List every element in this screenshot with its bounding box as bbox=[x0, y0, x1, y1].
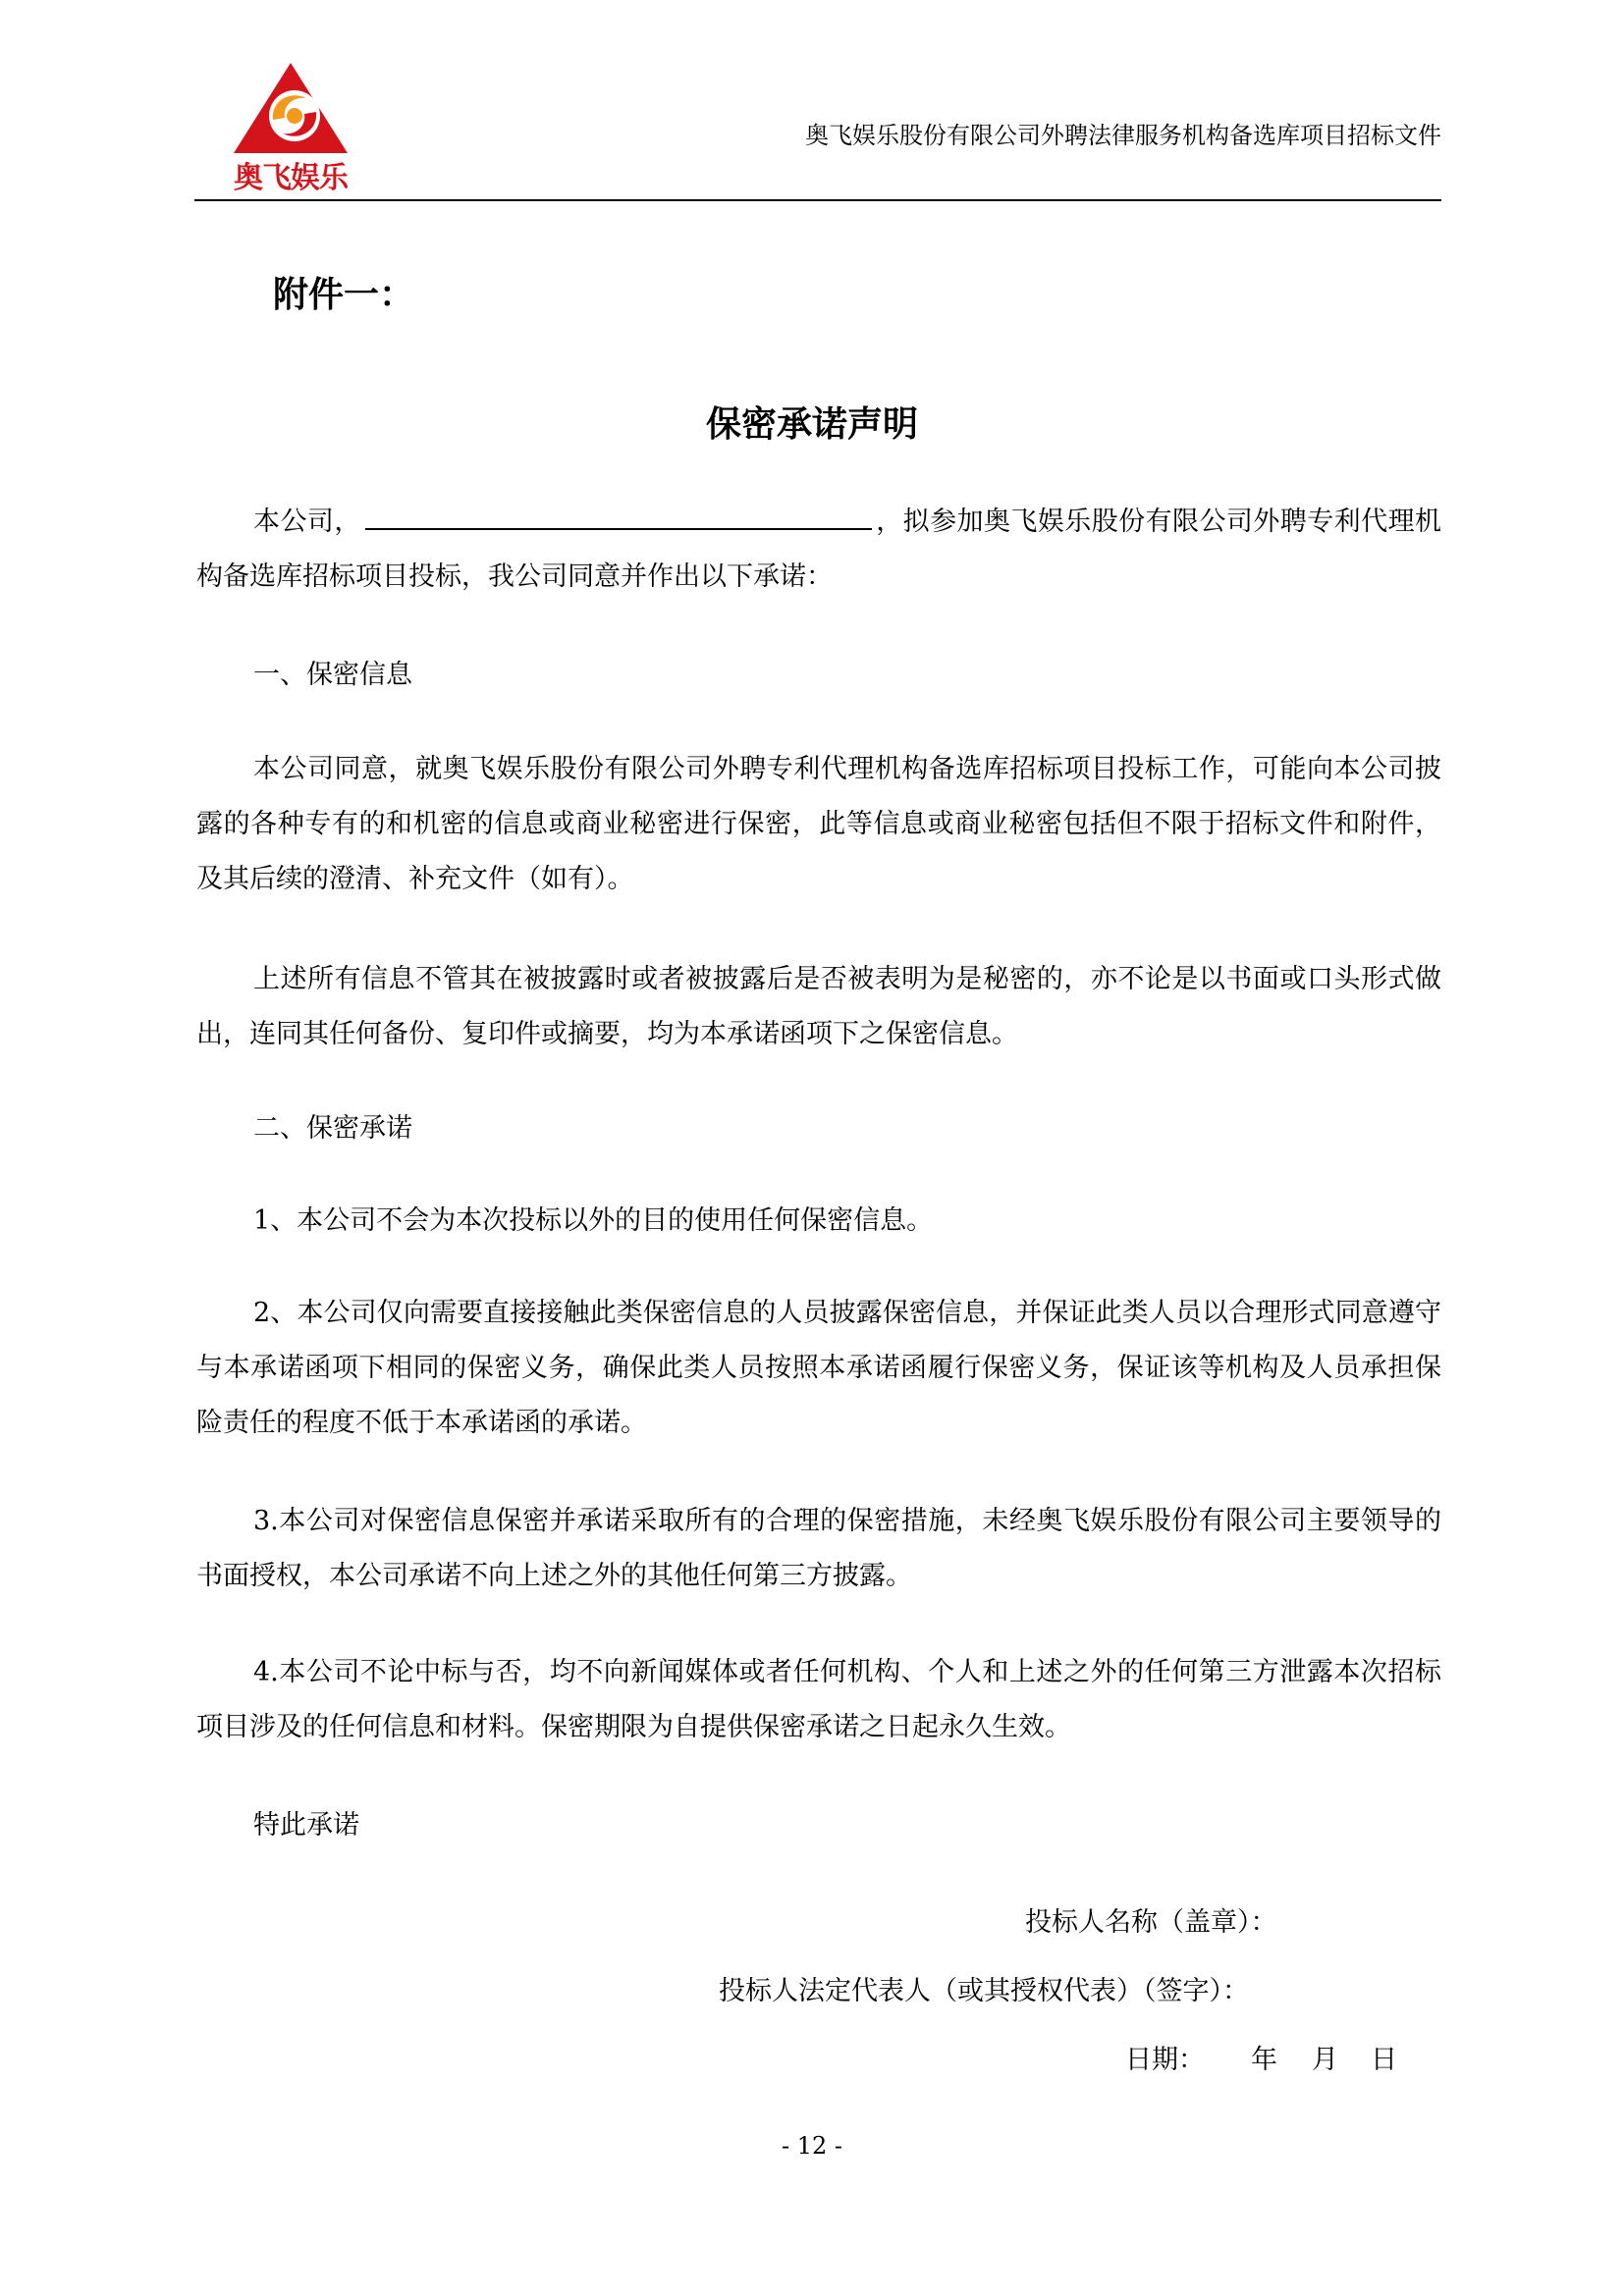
commitment-item-1: 1、本公司不会为本次投标以外的目的使用任何保密信息。 bbox=[253, 1205, 934, 1236]
logo-emblem-icon bbox=[222, 59, 359, 157]
commitment-item-4: 4.本公司不论中标与否，均不向新闻媒体或者任何机构、个人和上述之外的任何第三方泄露本次招标项目涉及的任何信息和材料。保密期限为自提供保密承诺之日起永久生效。 bbox=[196, 1657, 1441, 1742]
section-2-heading: 二、保密承诺 bbox=[253, 1113, 412, 1144]
page-number: - 12 - bbox=[781, 2132, 842, 2160]
logo-text: 奥飞娱乐 bbox=[234, 161, 348, 195]
commitment-item-3: 3.本公司对保密信息保密并承诺采取所有的合理的保密措施，未经奥飞娱乐股份有限公司主要领导的书面授权，本公司承诺不向上述之外的其他任何第三方披露。 bbox=[196, 1506, 1441, 1591]
intro-prefix: 本公司， bbox=[253, 507, 361, 537]
header-divider bbox=[194, 199, 1441, 201]
date-day: 日 bbox=[1371, 2045, 1397, 2075]
date-month: 月 bbox=[1312, 2045, 1338, 2075]
attachment-label: 附件一： bbox=[273, 275, 415, 315]
header-title: 奥飞娱乐股份有限公司外聘法律服务机构备选库项目招标文件 bbox=[805, 122, 1441, 149]
document-title: 保密承诺声明 bbox=[705, 404, 918, 445]
date-year: 年 bbox=[1251, 2045, 1277, 2075]
section-1-paragraph-1: 本公司同意，就奥飞娱乐股份有限公司外聘专利代理机构备选库招标项目投标工作，可能向本公司披露的各种专有的和机密的信息或商业秘密进行保密，此等信息或商业秘密包括但不限于招标文件和附件，及其后续的澄清、补充文件（如有）。 bbox=[196, 754, 1441, 894]
company-name-blank bbox=[365, 499, 872, 530]
bidder-name-label: 投标人名称（盖章）： bbox=[1025, 1907, 1277, 1938]
commitment-item-2: 2、本公司仅向需要直接接触此类保密信息的人员披露保密信息，并保证此类人员以合理形式同意遵守与本承诺函项下相同的保密义务，确保此类人员按照本承诺函履行保密义务，保证该等机构及人员承担保险责任的程度不低于本承诺函的承诺。 bbox=[196, 1298, 1441, 1438]
date-label: 日期： bbox=[1125, 2045, 1205, 2075]
section-1-heading: 一、保密信息 bbox=[253, 660, 412, 690]
section-1-paragraph-2: 上述所有信息不管其在被披露时或者被披露后是否被表明为是秘密的，亦不论是以书面或口头形式做出，连同其任何备份、复印件或摘要，均为本承诺函项下之保密信息。 bbox=[196, 964, 1441, 1049]
company-logo bbox=[222, 59, 359, 195]
intro-paragraph bbox=[196, 495, 1441, 605]
closing-statement: 特此承诺 bbox=[253, 1810, 359, 1841]
intro-suffix: ，拟参加奥飞娱乐股份有限公司外聘专利代理机构备选库招标项目投标，我公司同意并作出以下承诺： bbox=[196, 507, 1442, 592]
legal-representative-label: 投标人法定代表人（或其授权代表）（签字）： bbox=[719, 1976, 1249, 2006]
